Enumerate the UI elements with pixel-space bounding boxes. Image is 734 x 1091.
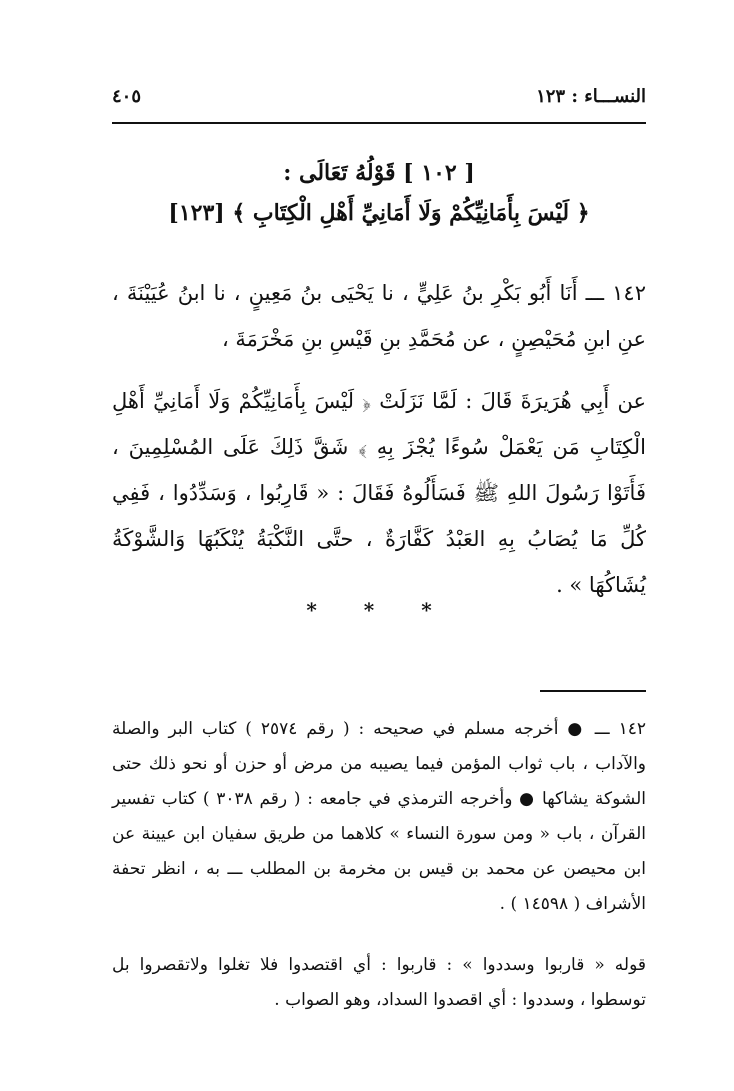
page-number: ٤٠٥ xyxy=(112,86,142,107)
hadith-isnad: ١٤٢ ـــ أَنَا أَبُو بَكْرِ بنُ عَلِيٍّ ، نا يَحْيَى بنُ مَعِينٍ ، نا ابنُ عُيَيْنَةَ ، عنِ ابنِ مُحَيْصِنٍ ، عن مُحَمَّدِ بنِ قَيْسِ بنِ مَخْرَمَةَ ، xyxy=(112,281,646,351)
explanatory-note: قوله « قاربوا وسددوا » : قاربوا : أي اقتصدوا فلا تغلوا ولاتقصروا بل توسطوا ، وسددوا : أي اقصدوا السداد، وهو الصواب . xyxy=(112,955,646,1010)
footnote-rule xyxy=(540,690,646,692)
header-rule xyxy=(112,122,646,124)
page-header xyxy=(112,86,646,116)
hadith-matn: عن أَبِي هُرَيرَةَ قَالَ : لَمَّا نَزَلَتْ ﴿ لَيْسَ بِأَمَانِيِّكُمْ وَلَا أَمَانِيِّ أَهْلِ الْكِتَابِ مَن يَعْمَلْ سُوءًا يُجْزَ بِهِ ﴾ شَقَّ ذَلِكَ عَلَى المُسْلِمِينَ ، فَأَتَوْا رَسُولَ اللهِ ﷺ فَسَأَلُوهُ فَقَالَ : « قَارِبُوا ، وَسَدِّدُوا ، فَفِي كُلِّ مَا يُصَابُ بِهِ العَبْدُ كَفَّارَةٌ ، حتَّى النَّكْبَةُ يُنْكَبُهَا وَالشَّوْكَةُ يُشَاكُهَا » . xyxy=(112,389,646,597)
section-separator: * * * xyxy=(306,598,452,622)
footnote-text: ١٤٢ ـــ ● أخرجه مسلم في صحيحه : ( رقم ٢٥٧٤ ) كتاب البر والصلة والآداب ، باب ثواب المؤمن فيما يصيبه من مرض أو حزن أو نحو ذلك حتى الشوكة يشاكها ● وأخرجه الترمذي في جامعه : ( رقم ٣٠٣٨ ) كتاب تفسير القرآن ، باب « ومن سورة النساء » كلاهما من طريق سفيان ابن عيينة عن ابن محيصن عن محمد بن قيس بن مخرمة بن المطلب ـــ به ، انظر تحفة الأشراف ( ١٤٥٩٨ ) . xyxy=(112,719,646,914)
running-title: النســـاء : ١٢٣ xyxy=(536,86,646,107)
quran-verse: ﴿ لَيْسَ بِأَمَانِيِّكُمْ وَلَا أَمَانِيِّ أَهْلِ الْكِتَابِ ﴾ [١٢٣] xyxy=(168,200,590,226)
section-heading: [ ١٠٢ ] قَوْلُهُ تَعَالَى : xyxy=(283,160,475,186)
